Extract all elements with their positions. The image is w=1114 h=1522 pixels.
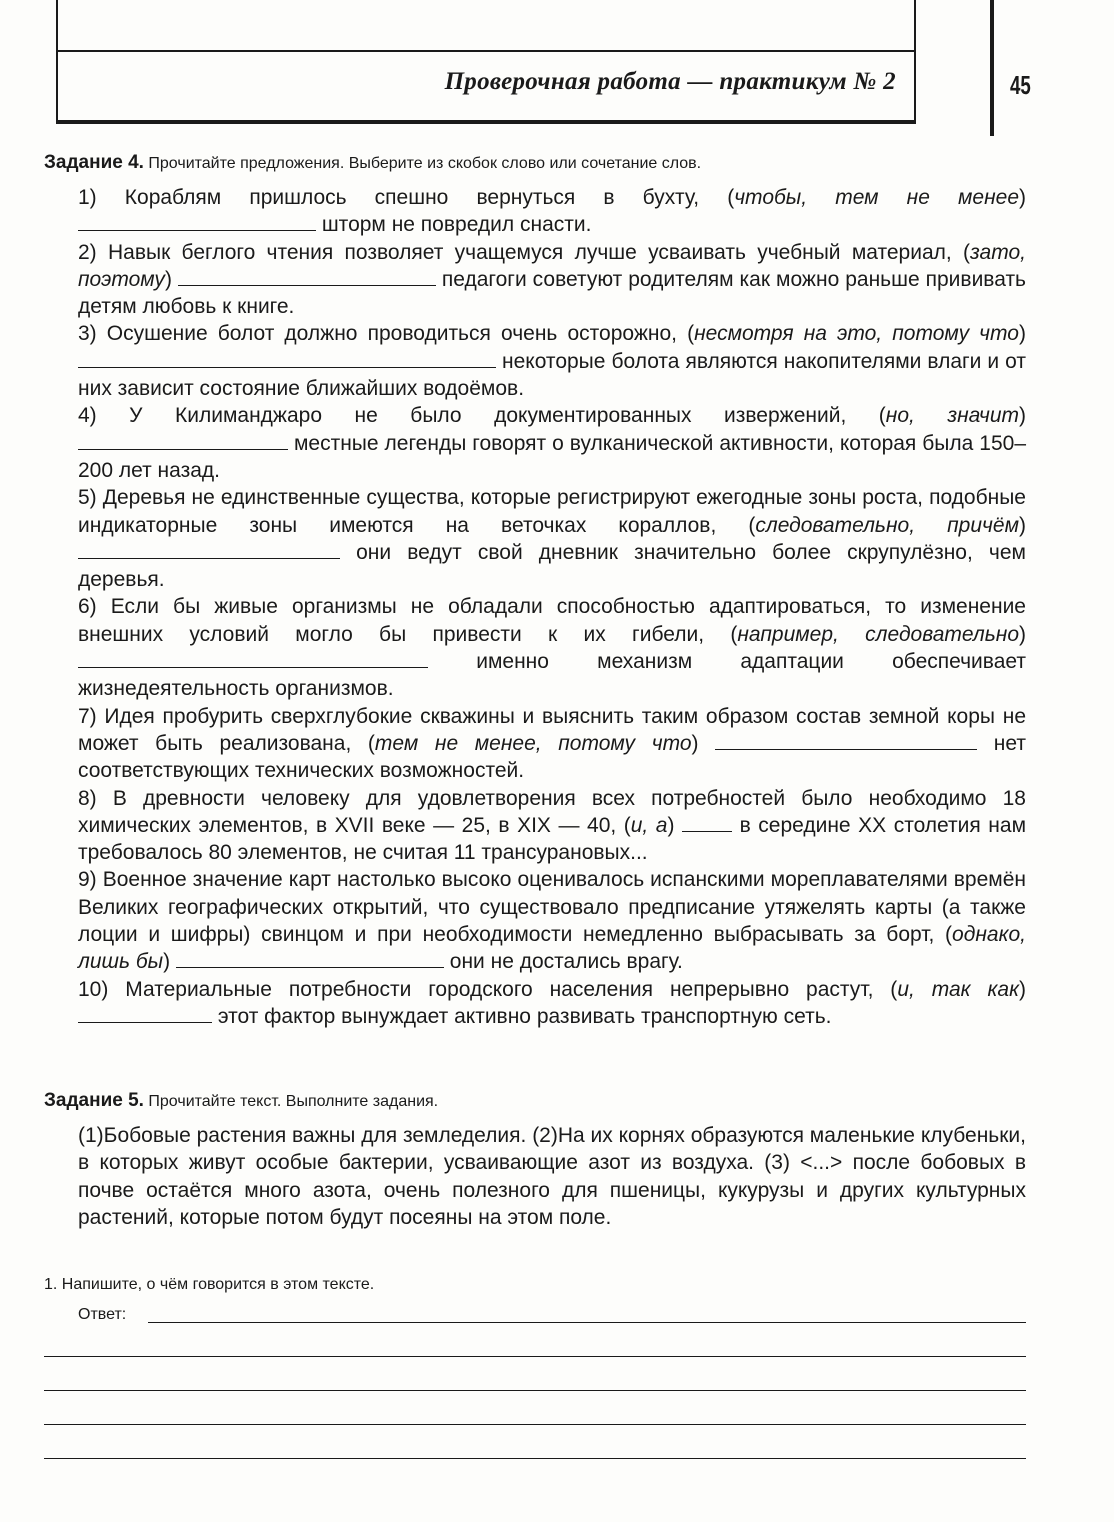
task5-heading	[44, 1090, 438, 1112]
page-edge-rule	[990, 0, 994, 136]
question-1: 1. Напишите, о чём говорится в этом тексте.	[44, 1276, 375, 1293]
task4-item-4: 4) У Килиманджаро не было документированных извержений, (но, значит) местные легенды говорят о вулканической активности, которая была 150–200 лет назад.	[78, 404, 1026, 482]
options: несмотря на это, потому что	[694, 322, 1019, 346]
task4-item-8: 8) В древности человеку для удовлетворения всех потребностей было необходимо 18 химических элементов, в XVII веке — 25, в XIX — 40, (и, а) в середине XX столетия нам требовалось 80 элементов, не считая 11 трансурановых...	[78, 786, 1027, 865]
page-number: 45	[1010, 70, 1031, 100]
answer-label: Ответ:	[78, 1306, 127, 1323]
options: тем не менее, потому что	[374, 731, 692, 755]
options: зато, поэтому	[78, 240, 1026, 291]
task4-heading	[44, 152, 701, 174]
page-title: Проверочная работа — практикум № 2	[444, 68, 896, 95]
answer-line[interactable]	[44, 1356, 1026, 1357]
answer-blank[interactable]	[715, 731, 977, 750]
answer-line[interactable]	[44, 1424, 1026, 1425]
answer-blank[interactable]	[178, 267, 436, 286]
answer-blank[interactable]	[176, 949, 444, 968]
answer-blank[interactable]	[682, 813, 732, 832]
options: и, а	[630, 813, 668, 837]
task4-instruction: Прочитайте предложения. Выберите из скобок слово или сочетание слов.	[148, 155, 702, 172]
task5-label: Задание 5.	[44, 1090, 144, 1111]
answer-blank[interactable]	[78, 212, 316, 231]
task4-items	[78, 184, 1026, 1030]
task4-item-10: 10) Материальные потребности городского населения непрерывно растут, (и, так как) этот фактор вынуждает активно развивать транспортную сеть.	[78, 977, 1027, 1028]
answer-blank[interactable]	[78, 431, 288, 450]
options: например, следовательно	[737, 622, 1020, 646]
answer-line[interactable]	[148, 1322, 1026, 1323]
task5-text: (1)Бобовые растения важны для земледелия. (2)На их корнях образуются маленькие клубеньки, в которых живут особые бактерии, усваивающие азот из воздуха. (3) <...> после бобовых в почве остаётся много азота, очень полезного для пшеницы, кукурузы и других культурных растений, которые потом будут посеяны на этом поле.	[78, 1124, 1026, 1229]
task4-item-6: 6) Если бы живые организмы не обладали способностью адаптироваться, то изменение внешних условий могло бы привести к их гибели, (например, следовательно) именно механизм адаптации обеспечивает жизнедеятельность организмов.	[78, 595, 1027, 701]
answer-blank[interactable]	[78, 540, 340, 559]
answer-line[interactable]	[44, 1390, 1026, 1391]
options: и, так как	[897, 977, 1020, 1001]
task4-item-5: 5) Деревья не единственные существа, которые регистрируют ежегодные зоны роста, подобные индикаторные зоны имеются на веточках кораллов, (следовательно, причём) они ведут свой дневник значительно более скрупулёзно, чем деревья.	[78, 486, 1026, 592]
options: чтобы, тем не менее	[734, 186, 1019, 209]
answer-blank[interactable]	[78, 349, 496, 368]
left-margin-rule	[56, 0, 58, 52]
task4-item-7: 7) Идея пробурить сверхглубокие скважины и выяснить таким образом состав земной коры не может быть реализована, (тем не менее, потому что) нет соответствующих технических возможностей.	[78, 704, 1026, 783]
task4-item-9: 9) Военное значение карт настолько высоко оценивалось испанскими мореплавателями времён Великих географических открытий, что существовало предписание утяжелять карты (а также лоции и шифры) свинцом и при необходимости немедленно выбрасывать за борт, (однако, лишь бы) они не достались врагу.	[78, 868, 1026, 974]
task4-label: Задание 4.	[44, 152, 144, 173]
options: однако, лишь бы	[78, 923, 1026, 974]
task4-item-2: 2) Навык беглого чтения позволяет учащемуся лучше усваивать учебный материал, (зато, поэтому) педагоги советуют родителям как можно раньше прививать детям любовь к книге.	[78, 240, 1026, 319]
answer-line[interactable]	[44, 1458, 1026, 1459]
options: но, значит	[885, 404, 1019, 428]
task4-item-3: 3) Осушение болот должно проводиться очень осторожно, (несмотря на это, потому что) некоторые болота являются накопителями влаги и от них зависит состояние ближайших водоёмов.	[78, 322, 1026, 401]
right-margin-rule	[914, 0, 916, 52]
task4-item-1: 1) Кораблям пришлось спешно вернуться в бухту, (чтобы, тем не менее) шторм не повредил снасти.	[78, 186, 1026, 237]
answer-blank[interactable]	[78, 649, 428, 668]
answer-blank[interactable]	[78, 1004, 212, 1023]
task5-instruction: Прочитайте текст. Выполните задания.	[148, 1093, 439, 1110]
header-box	[56, 50, 916, 124]
options: следовательно, причём	[755, 513, 1019, 537]
